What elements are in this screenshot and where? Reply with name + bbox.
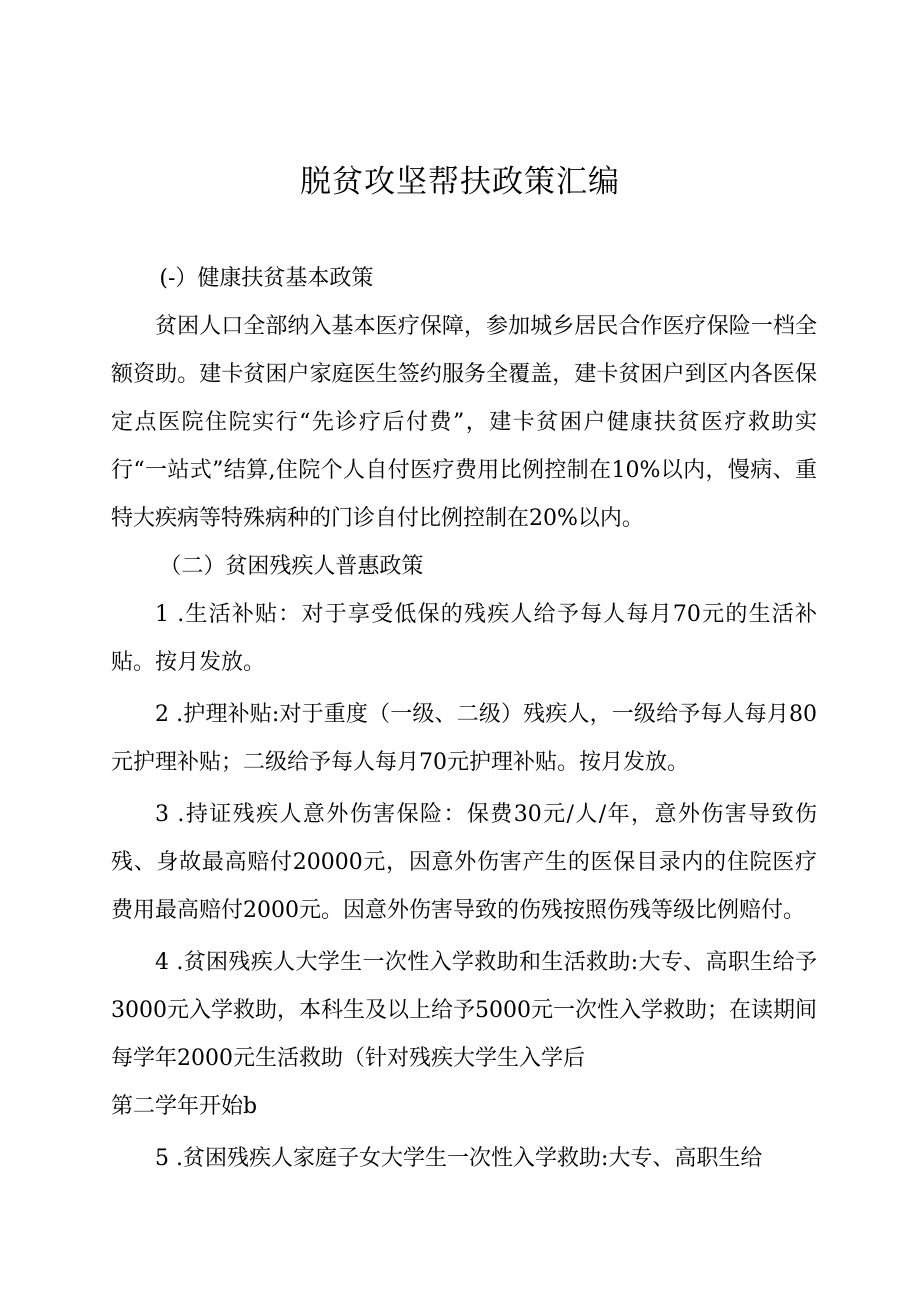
section-heading-health: (-）健康扶贫基本政策 [159,266,374,291]
list-item-accident-insurance: 3 .持证残疾人意外伤害保险：保费30元/人/年，意外伤害导致伤残、身故最高赔付20000元，因意外伤害产生的医保目录内的住院医疗费用最高赔付2000元。因意外伤害导致的伤残按照伤残等级比例赔付。 [111,802,817,923]
list-item-student-aid: 4 .贫困残疾人大学生一次性入学救助和生活救助:大专、高职生给予3000元入学救助，本科生及以上给予5000元一次性入学救助；在读期间每学年2000元生活救助（针对残疾大学生入学后 [111,950,817,1071]
list-item-student-aid-continued: 第二学年开始b [111,1094,258,1119]
section-heading-disabled: （二）贫困残疾人普惠政策 [159,554,424,579]
list-item-family-student-aid: 5 .贫困残疾人家庭子女大学生一次性入学救助:大专、高职生给 [155,1146,763,1171]
list-item-living-subsidy: 1 .生活补贴：对于享受低保的残疾人给予每人每月70元的生活补贴。按月发放。 [111,602,817,675]
document-title: 脱贫攻坚帮扶政策汇编 [300,164,620,200]
paragraph-health-policy: 贫困人口全部纳入基本医疗保障，参加城乡居民合作医疗保险一档全额资助。建卡贫困户家庭医生签约服务全覆盖，建卡贫困户到区内各医保定点医院住院实行“先诊疗后付费”，建卡贫困户健康扶贫医疗救助实行“一站式”结算,住院个人自付医疗费用比例控制在10%以内，慢病、重特大疾病等特殊病种的门诊自付比例控制在20%以内。 [111,314,817,531]
document-body [111,255,817,1183]
list-item-care-subsidy: 2 .护理补贴:对于重度（一级、二级）残疾人，一级给予每人每月80元护理补贴；二级给予每人每月70元护理补贴。按月发放。 [111,702,817,775]
